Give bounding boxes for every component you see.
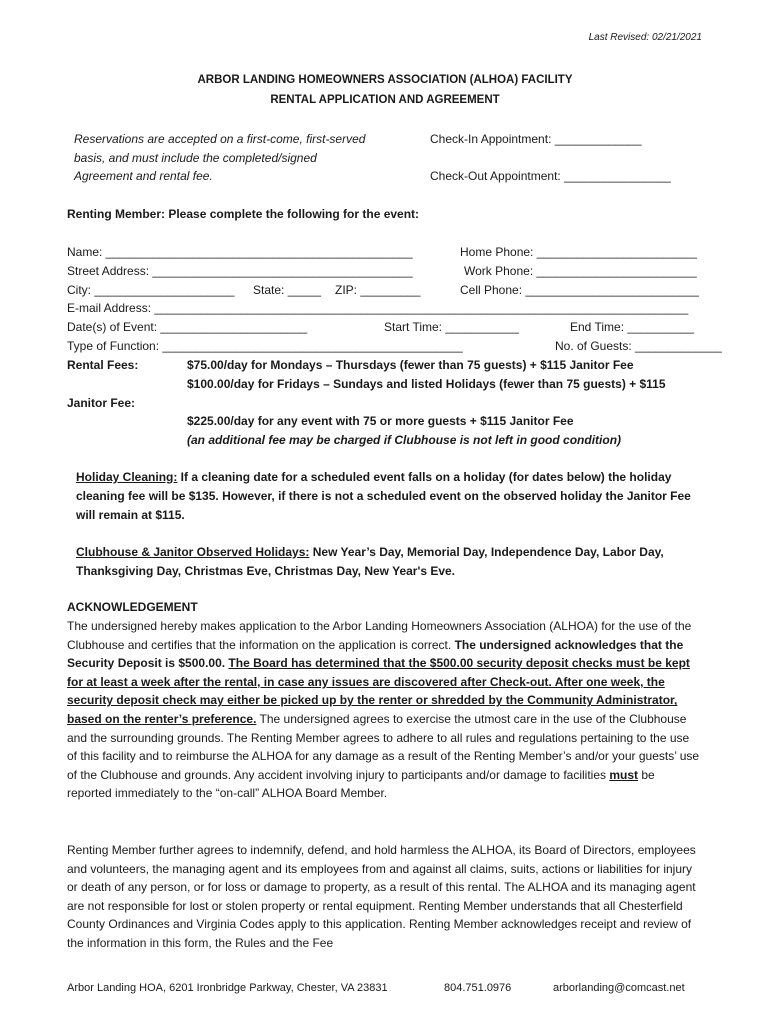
- ack-text-deposit: The undersigned acknowledges that the Security Deposit is $500.00.: [67, 637, 684, 671]
- holiday-cleaning-line-2: cleaning fee will be $135. However, if there is not a scheduled event on the observed holiday the Janitor Fee: [76, 489, 691, 503]
- state-field[interactable]: State: _____: [253, 283, 322, 297]
- city-field[interactable]: City: _____________________: [67, 283, 235, 297]
- holiday-cleaning-label: Holiday Cleaning:: [76, 470, 178, 484]
- name-field[interactable]: Name: ______________________________________________: [67, 245, 413, 259]
- acknowledgement-heading: ACKNOWLEDGEMENT: [67, 600, 198, 614]
- checkout-field[interactable]: Check-Out Appointment: ________________: [430, 169, 671, 183]
- ack-text-a: The undersigned hereby makes application to the Arbor Landing Homeowners Association (ALHOA) for the use of the Clubhouse and certifies that the information on the application is correct.: [67, 619, 692, 652]
- additional-fee-note: (an additional fee may be charged if Clubhouse is not left in good condition): [187, 433, 622, 447]
- observed-holidays-line-1: [76, 545, 664, 559]
- observed-holidays-line-2: Thanksgiving Day, Christmas Eve, Christmas Day, New Year's Eve.: [76, 564, 456, 578]
- footer-email: arborlanding@comcast.net: [553, 982, 685, 994]
- start-time-field[interactable]: Start Time: ___________: [384, 320, 519, 334]
- large-event-fee: $225.00/day for any event with 75 or more guests + $115 Janitor Fee: [187, 414, 574, 428]
- footer-address: Arbor Landing HOA, 6201 Ironbridge Parkway, Chester, VA 23831: [67, 982, 388, 994]
- holiday-cleaning-text: If a cleaning date for a scheduled event falls on a holiday (for dates below) the holiday: [177, 470, 672, 484]
- ack-text-report: be reported immediately to the “on-call” ALHOA Board Member.: [67, 767, 655, 801]
- function-type-field[interactable]: Type of Function: _____________________________________________: [67, 339, 463, 353]
- checkin-field[interactable]: Check-In Appointment: _____________: [430, 132, 642, 146]
- holiday-cleaning-line-1: [76, 470, 671, 484]
- rental-fee-weekday: $75.00/day for Mondays – Thursdays (fewer than 75 guests) + $115 Janitor Fee: [187, 358, 634, 372]
- intro-line-3: Agreement and rental fee.: [74, 169, 213, 183]
- observed-holidays-label: Clubhouse & Janitor Observed Holidays:: [76, 545, 310, 559]
- holiday-cleaning-line-3: will remain at $115.: [76, 508, 185, 522]
- work-phone-field[interactable]: Work Phone: ________________________: [464, 264, 697, 278]
- home-phone-field[interactable]: Home Phone: ________________________: [460, 245, 697, 259]
- ack-text-care: The undersigned agrees to exercise the utmost care in the use of the Clubhouse and the surrounding grounds. The Renting Member agrees to adhere to all rules and regulations pertaining to the use of this facility and to reimburse the ALHOA for any damage as a result of the Renting Member’s and/or your guests’ use of the Clubhouse and grounds. Any accident involving injury to participants and/or damage to facilities: [67, 711, 700, 782]
- end-time-field[interactable]: End Time: __________: [570, 320, 695, 334]
- rental-fee-weekend: $100.00/day for Fridays – Sundays and listed Holidays (fewer than 75 guests) + $115: [187, 377, 666, 391]
- ack-text-must: must: [609, 767, 638, 782]
- cell-phone-field[interactable]: Cell Phone: __________________________: [460, 283, 699, 297]
- rental-fees-label: Rental Fees:: [67, 358, 139, 372]
- last-revised: Last Revised: 02/21/2021: [588, 32, 702, 43]
- zip-field[interactable]: ZIP: _________: [335, 283, 421, 297]
- intro-line-2: basis, and must include the completed/signed: [74, 151, 317, 165]
- form-heading: Renting Member: Please complete the following for the event:: [67, 207, 420, 221]
- acknowledgement-paragraph: [67, 617, 702, 803]
- janitor-fee-label: Janitor Fee:: [67, 396, 136, 410]
- observed-holidays-text: New Year’s Day, Memorial Day, Independence Day, Labor Day,: [309, 545, 664, 559]
- email-field[interactable]: E-mail Address: ________________________________________________________________________________: [67, 301, 689, 315]
- footer-phone: 804.751.0976: [444, 982, 512, 994]
- intro-line-1: Reservations are accepted on a first-come, first-served: [74, 132, 366, 146]
- event-dates-field[interactable]: Date(s) of Event: ______________________: [67, 320, 308, 334]
- street-address-field[interactable]: Street Address: _______________________________________: [67, 264, 413, 278]
- ack-text-board: The Board has determined that the $500.00 security deposit checks must be kept for at least a week after the rental, in case any issues are discovered after Check-out. After one week, the security deposit check may either be picked up by the renter or shredded by the Community Administrator, based on the renter’s preference.: [67, 656, 690, 726]
- title-line-2: RENTAL APPLICATION AND AGREEMENT: [270, 94, 500, 106]
- guest-count-field[interactable]: No. of Guests: _____________: [555, 339, 722, 353]
- title-line-1: ARBOR LANDING HOMEOWNERS ASSOCIATION (ALHOA) FACILITY: [197, 74, 573, 86]
- indemnify-paragraph: Renting Member further agrees to indemnify, defend, and hold harmless the ALHOA, its Board of Directors, employees and volunteers, the managing agent and its employees from and against all claims, suits, actions or liabilities for injury or death of any person, or for loss or damage to property, as a result of this rental. The ALHOA and its managing agent are not responsible for lost or stolen property or rental equipment. Renting Member understands that all Chesterfield County Ordinances and Virginia Codes apply to this application. Renting Member acknowledges receipt and review of the information in this form, the Rules and the Fee: [67, 843, 696, 950]
